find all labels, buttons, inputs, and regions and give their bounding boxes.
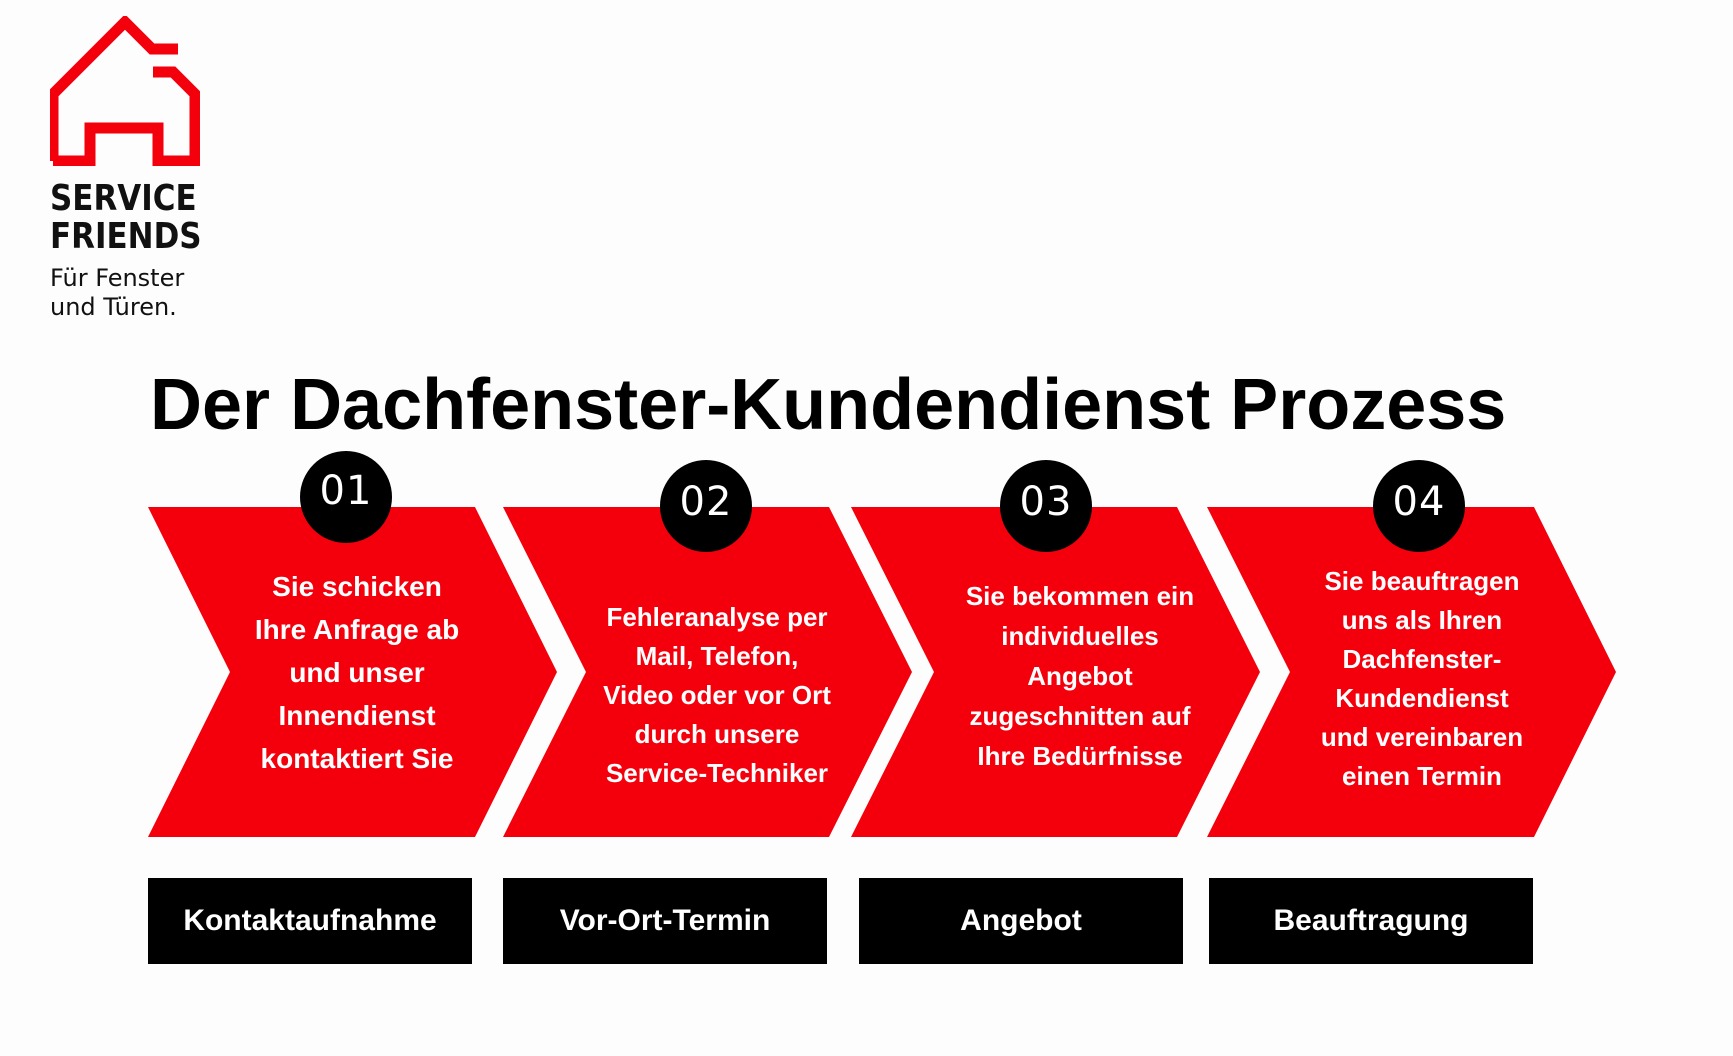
step-1-description: Sie schicken Ihre Anfrage ab und unser Innendienst kontaktiert Sie <box>254 571 460 774</box>
step-3-number: 03 <box>1019 479 1073 525</box>
step-2-description: Fehleranalyse per Mail, Telefon, Video oder vor Ort durch unsere Service-Techniker <box>603 602 831 788</box>
step-4-number: 04 <box>1392 479 1446 525</box>
step-3-label-text: Angebot <box>960 904 1082 937</box>
step-2-number: 02 <box>679 479 733 525</box>
brand-tagline-line2: und Türen. <box>50 293 177 321</box>
step-3-label <box>859 878 1183 964</box>
page-title: Der Dachfenster-Kundendienst Prozess <box>150 365 1507 445</box>
step-3-description: Sie bekommen ein individuelles Angebot zugeschnitten auf Ihre Bedürfnisse <box>965 581 1195 771</box>
step-2-label-text: Vor-Ort-Termin <box>559 904 771 937</box>
step-1-label <box>148 878 472 964</box>
brand-wordmark-line2: FRIENDS <box>50 216 202 257</box>
step-4-label <box>1209 878 1533 964</box>
step-1-number: 01 <box>319 468 373 514</box>
step-1-label-text: Kontaktaufnahme <box>183 904 437 937</box>
brand-tagline-line1: Für Fenster <box>50 264 185 292</box>
step-2-label <box>503 878 827 964</box>
step-4-description: Sie beauftragen uns als Ihren Dachfenster- Kundendienst und vereinbaren einen Termin <box>1320 566 1524 791</box>
step-4-label-text: Beauftragung <box>1273 904 1469 937</box>
brand-wordmark-line1: SERVICE <box>50 178 197 219</box>
